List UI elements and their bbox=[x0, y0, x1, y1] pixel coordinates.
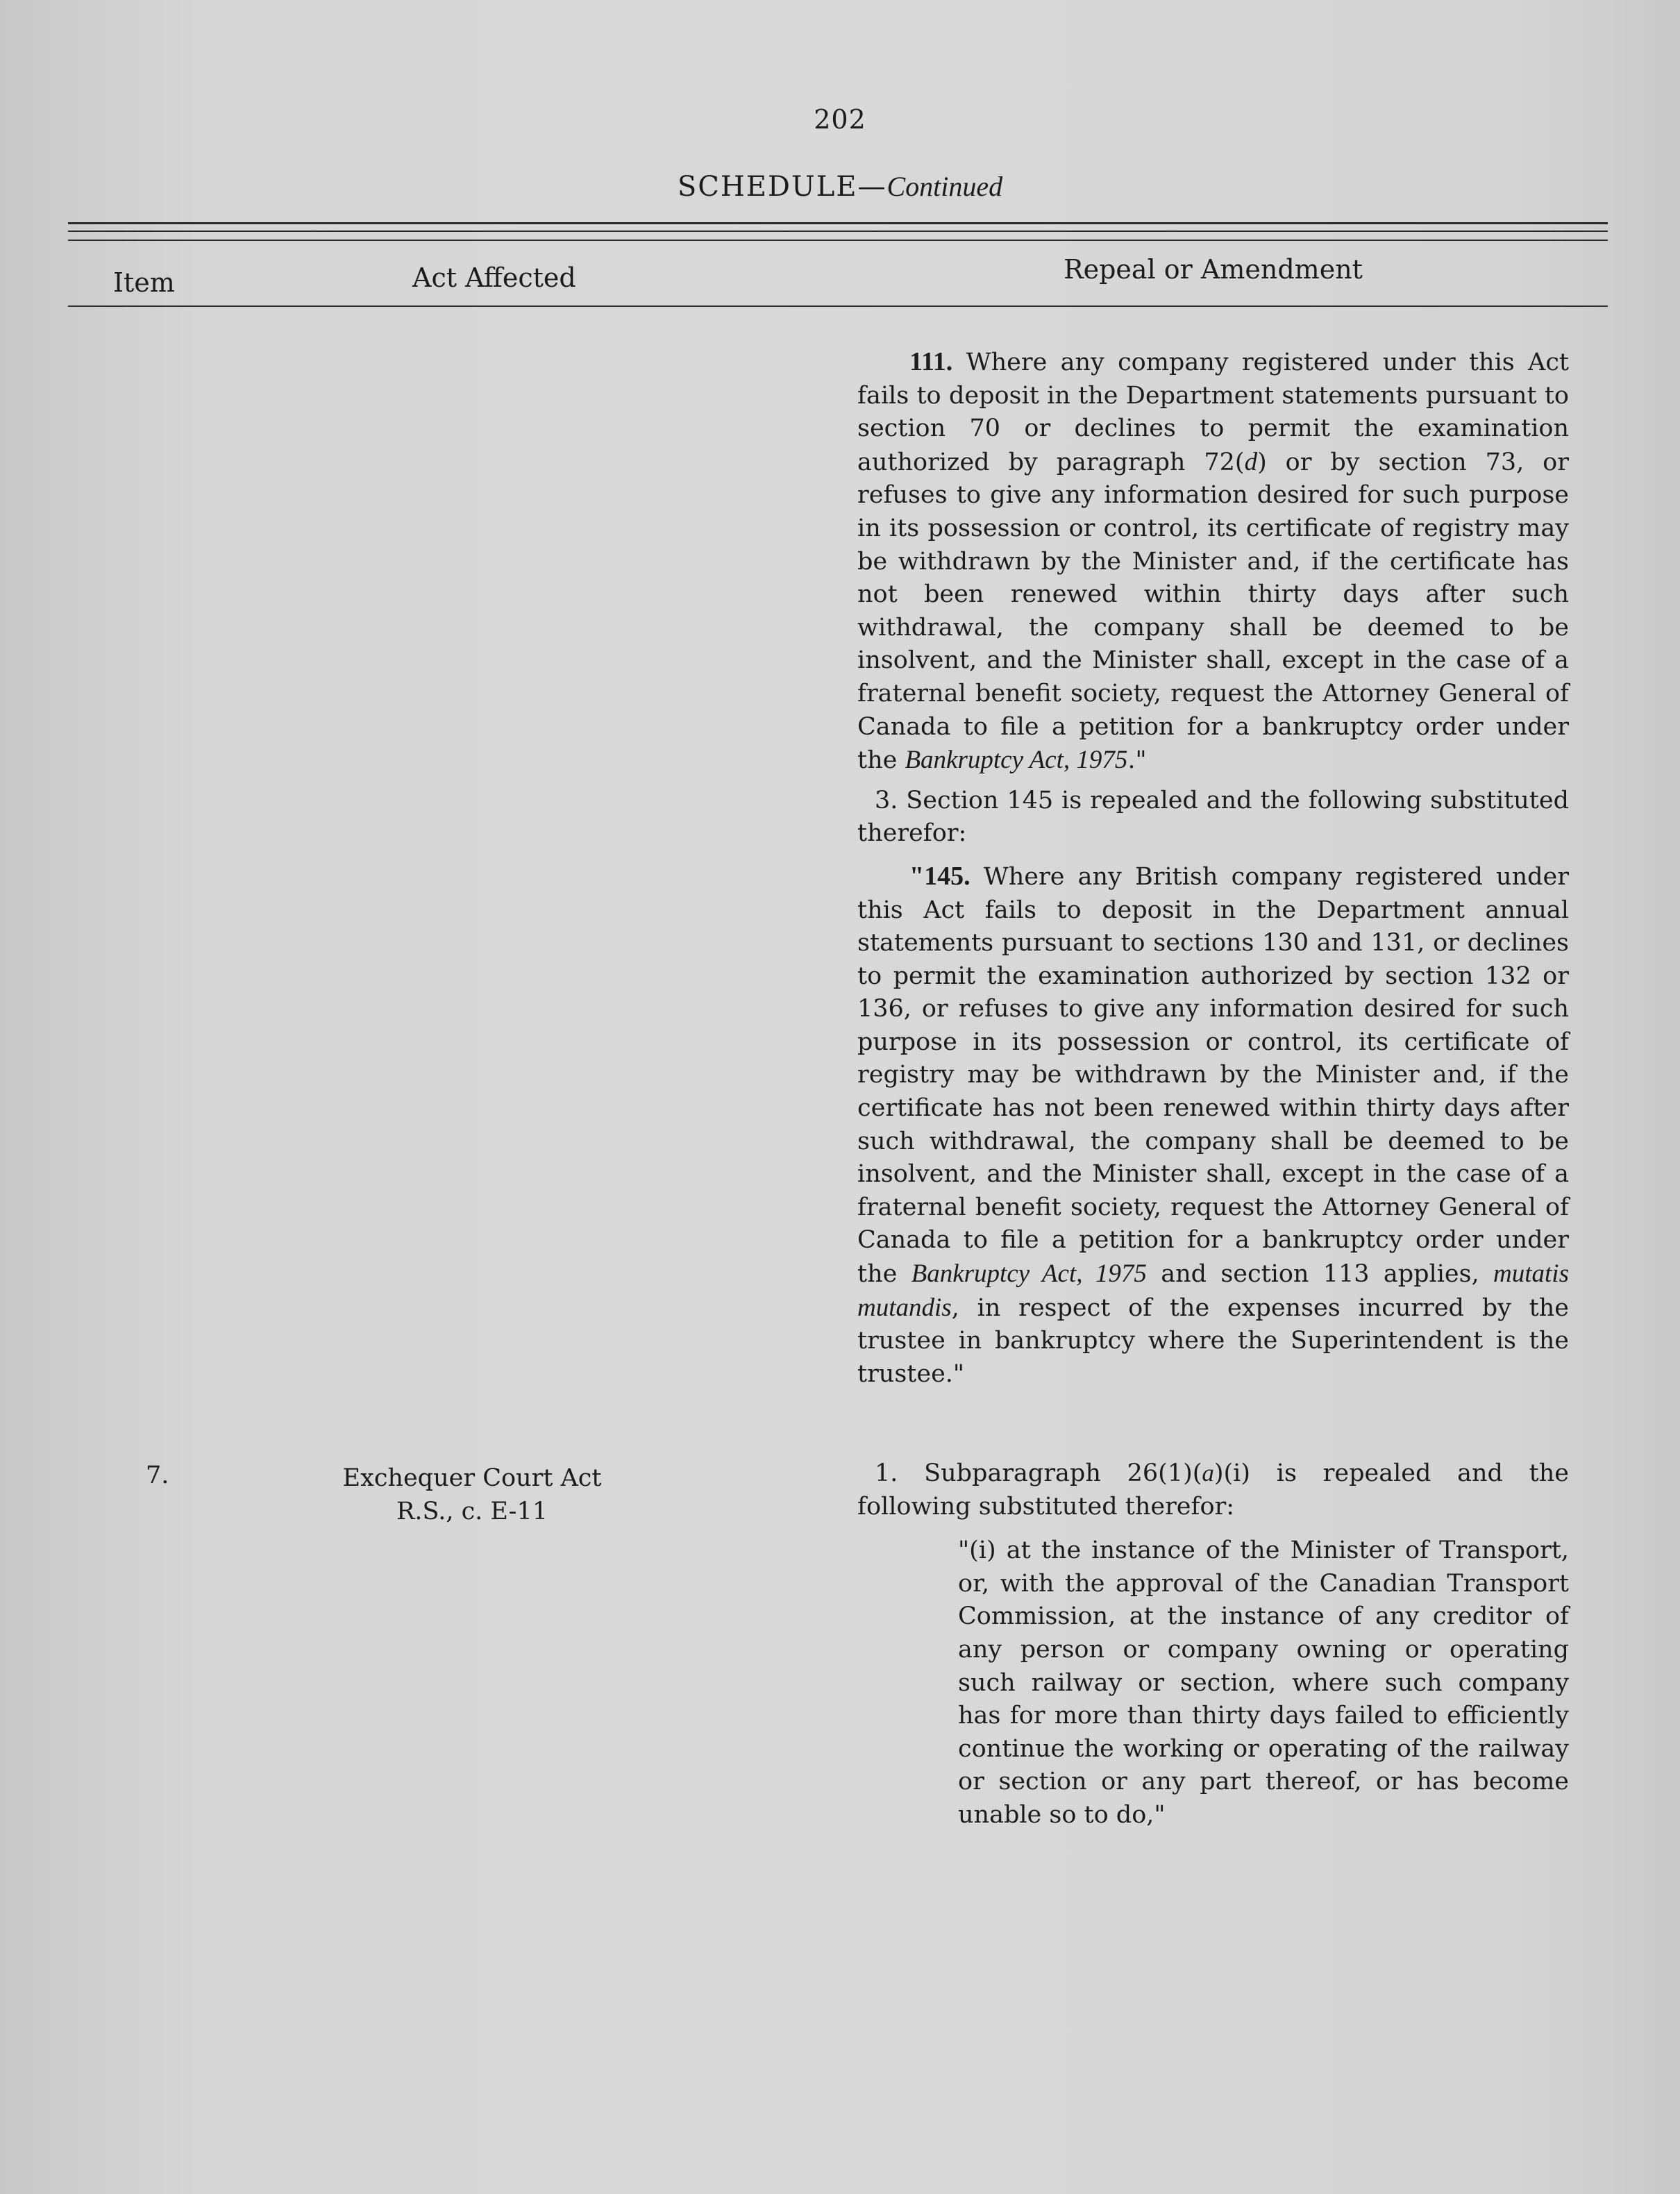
repeal-amendment-column bbox=[857, 346, 1569, 1391]
amendment-3-paragraph: 3. Section 145 is repealed and the following substituted therefor: bbox=[857, 786, 1569, 848]
section-145-text-b: and section 113 applies, bbox=[1146, 1260, 1494, 1289]
header-rule-double bbox=[68, 231, 1608, 232]
item-7-act-citation: R.S., c. E-11 bbox=[396, 1498, 548, 1525]
item-7-amendment-paragraph bbox=[857, 1457, 1569, 1523]
column-header-act-affected: Act Affected bbox=[412, 262, 576, 293]
section-111-para-letter: d bbox=[1244, 447, 1258, 476]
item-7-act-name: Exchequer Court Act bbox=[342, 1464, 602, 1492]
schedule-title-continued: Continued bbox=[887, 171, 1003, 202]
section-111-act-name: Bankruptcy Act, 1975 bbox=[905, 746, 1128, 775]
section-145-latin: mutatis mutandis bbox=[857, 1259, 1569, 1322]
column-header-repeal-or-amendment: Repeal or Amendment bbox=[1064, 254, 1363, 285]
header-rule-top bbox=[68, 222, 1608, 224]
item-7-quoted-subparagraph: "(i) at the instance of the Minister of Transport, or, with the approval of the Canadian Transport Commission, at the instance of any creditor of any person or company owning or operating such railway or section, where such company has for more than thirty days failed to efficiently continue the working or operating of the railway or section or any part thereof, or has become unable so to do," bbox=[958, 1536, 1569, 1829]
item-7-amendment-text-a: 1. Subparagraph 26(1)( bbox=[875, 1459, 1202, 1487]
section-145-text-c: , in respect of the expenses incurred by the trustee in bankruptcy where the Superintendent is the trustee." bbox=[857, 1293, 1569, 1388]
section-145-number: "145. bbox=[909, 861, 971, 891]
item-7-amendment-text-b: )(i) is repealed and the following substituted therefor: bbox=[857, 1459, 1569, 1521]
section-111-paragraph bbox=[857, 346, 1569, 778]
section-145-text-a: Where any British company registered under this Act fails to deposit in the Department annual statements pursuant to sections 130 and 131, or declines to permit the examination authorized by section 132 or 136, or refuses to give any information desired for such purpose in its possession or control, its certificate of registry may be withdrawn by the Minister and, if the certificate has not been renewed within thirty days after such withdrawal, the company shall be deemed to be insolvent, and the Minister shall, except in the case of a fraternal benefit society, request the Attorney General of Canada to file a petition for a bankruptcy order under the bbox=[857, 862, 1569, 1289]
section-145-paragraph bbox=[857, 860, 1569, 1391]
column-header-item: Item bbox=[113, 267, 175, 298]
item-7-act-affected bbox=[312, 1462, 632, 1528]
page-number: 202 bbox=[814, 104, 866, 135]
item-7-number: 7. bbox=[146, 1462, 169, 1489]
section-111-text-end: ." bbox=[1127, 746, 1147, 775]
item-7-amendment bbox=[857, 1457, 1569, 1832]
section-111-number: 111. bbox=[909, 347, 953, 376]
header-rule-bottom bbox=[68, 305, 1608, 307]
section-111-text-b: ) or by section 73, or refuses to give any information desired for such purpose in its possession or control, its certificate of registry may be withdrawn by the Minister and, if the certificate has not been renewed within thirty days after such withdrawal, the company shall be deemed to be insolvent, and the Minister shall, except in the case of a fraternal benefit society, request the Attorney General of Canada to file a petition for a bankruptcy order under the bbox=[857, 448, 1569, 775]
header-rule-third bbox=[68, 240, 1608, 241]
schedule-title bbox=[0, 170, 1680, 203]
item-7-amendment-letter: a bbox=[1202, 1459, 1214, 1487]
section-111-text-a: Where any company registered under this Act fails to deposit in the Department statements pursuant to section 70 or declines to permit the examination authorized by paragraph 72( bbox=[857, 349, 1569, 476]
section-145-act-name: Bankruptcy Act, 1975 bbox=[911, 1259, 1147, 1289]
schedule-title-main: SCHEDULE— bbox=[677, 171, 887, 203]
